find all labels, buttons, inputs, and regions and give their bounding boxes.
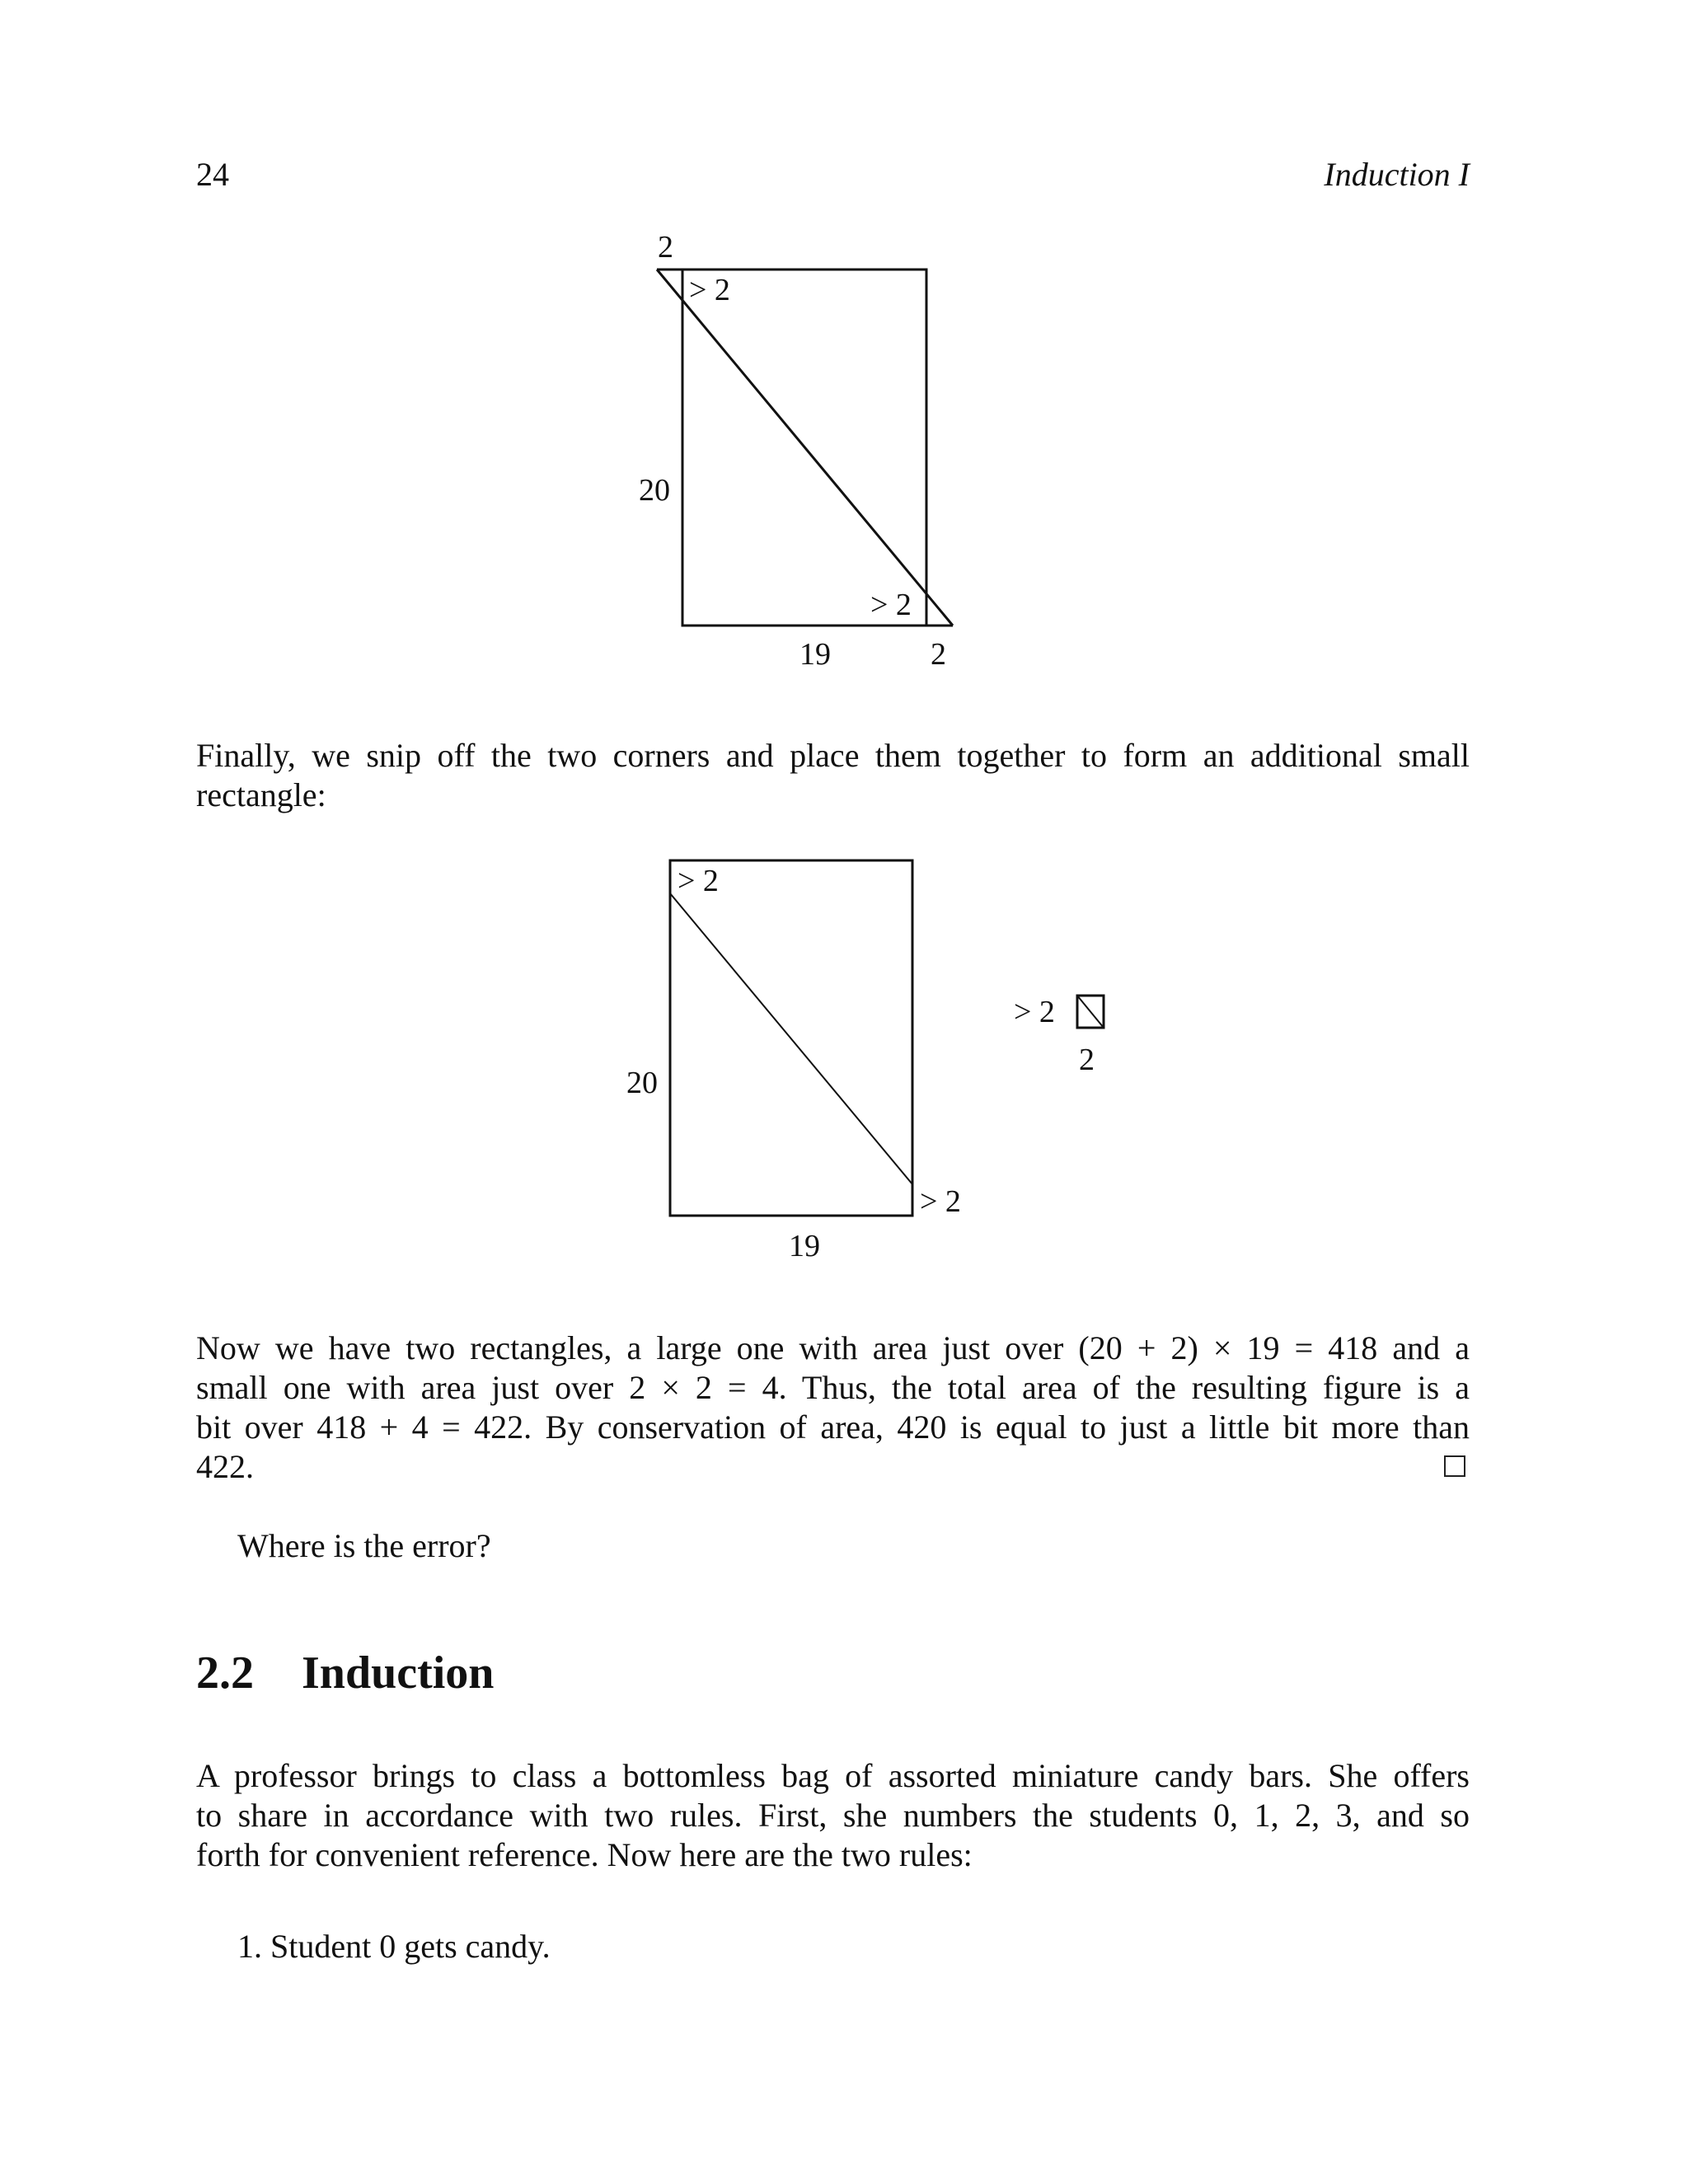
list-item — [237, 1927, 551, 1966]
paragraph-line: bit over 418 + 4 = 422. By conservation of area, 420 is equal to just a little bit more than — [196, 1408, 1470, 1446]
qed-square-icon — [1444, 1455, 1465, 1477]
paragraph-candy-rules — [196, 1756, 1470, 1875]
fig2-label-top-gt: > 2 — [678, 864, 719, 898]
paragraph-line: Now we have two rectangles, a large one with area just over (20 + 2) × 19 = 418 and a — [196, 1329, 1470, 1366]
fig1-label-height: 20 — [639, 473, 670, 508]
paragraph-line: forth for convenient reference. Now here are the two rules: — [196, 1836, 973, 1873]
fig2-label-right-gt: > 2 — [920, 1184, 961, 1219]
fig1-label-top-small: 2 — [658, 230, 673, 265]
fig1-label-top-gt: > 2 — [689, 273, 730, 307]
question-where-error: Where is the error? — [237, 1527, 491, 1564]
paragraph-area-argument — [196, 1329, 1470, 1487]
paragraph-line: small one with area just over 2 × 2 = 4. Thus, the total area of the resulting figure is a — [196, 1369, 1470, 1406]
fig2-diagonal-line — [670, 893, 912, 1184]
fig2-label-small-gt: > 2 — [1014, 995, 1055, 1029]
section-number: 2.2 — [196, 1647, 254, 1699]
running-title: Induction I — [1324, 156, 1470, 193]
paragraph-line: A professor brings to class a bottomless bag of assorted miniature candy bars. She offers — [196, 1757, 1470, 1794]
fig2-small-square-diagonal — [1077, 996, 1104, 1028]
paragraph-line: to share in accordance with two rules. First, she numbers the students 0, 1, 2, 3, and so — [196, 1797, 1470, 1834]
section-heading — [196, 1647, 494, 1699]
fig2-label-height: 20 — [626, 1066, 658, 1100]
fig1-label-bottom-small: 2 — [931, 637, 946, 672]
paragraph-line: rectangle: — [196, 776, 326, 813]
section-title: Induction — [302, 1647, 495, 1699]
paragraph-line: 422. — [196, 1448, 254, 1485]
fig2-label-small-width: 2 — [1079, 1043, 1095, 1077]
fig1-label-width: 19 — [799, 637, 831, 672]
fig2-label-width: 19 — [789, 1229, 820, 1263]
fig1-label-bottom-gt: > 2 — [870, 588, 912, 622]
list-text: Student 0 gets candy. — [270, 1928, 551, 1965]
page-number: 24 — [196, 156, 229, 193]
list-marker: 1. — [237, 1928, 262, 1965]
paragraph-line: Finally, we snip off the two corners and place them together to form an additional small — [196, 737, 1470, 774]
